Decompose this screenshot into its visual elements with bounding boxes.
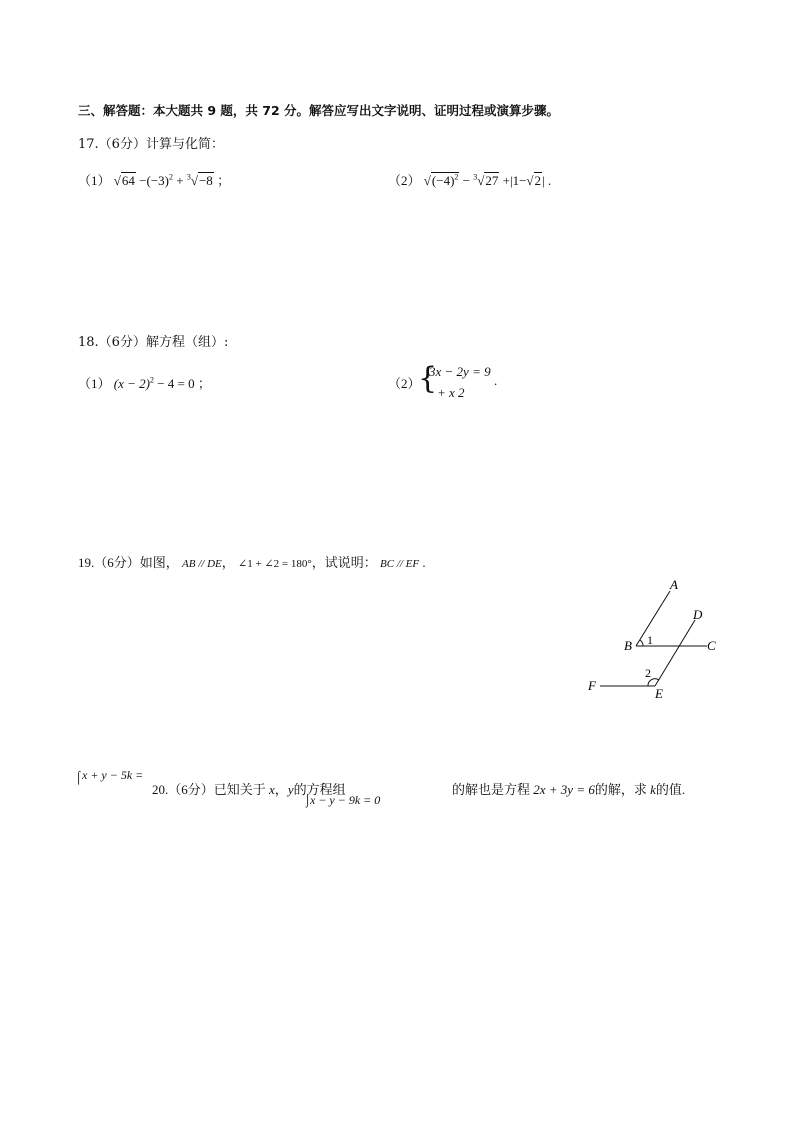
- q20-var-x: x: [269, 782, 275, 797]
- label-D: D: [693, 607, 703, 622]
- q18-expr: (x − 2): [113, 376, 150, 391]
- q20-brace-top-icon: ⌠: [75, 770, 83, 784]
- line-BA: [636, 591, 670, 646]
- q20-text2: 的解也是方程: [452, 782, 531, 797]
- q17-exp2: 2: [454, 172, 459, 182]
- q17-period: .: [547, 173, 552, 188]
- q17-semicolon: ；: [217, 173, 231, 188]
- q17-part2: [388, 170, 551, 189]
- q20-statement-cont: [452, 779, 685, 798]
- brace-icon: {: [418, 361, 438, 396]
- q19-mid: ，试说明：: [311, 555, 377, 570]
- q19-end: .: [422, 555, 426, 570]
- q18-title: 18.（6分）解方程（组）:: [78, 335, 229, 350]
- q19-title: 19.（6分）如图，: [78, 555, 179, 570]
- q18-system-line1: 3x − 2y = 9: [429, 364, 491, 379]
- q18-part2-label: （2）: [388, 376, 421, 391]
- q17-minus: −: [462, 173, 470, 188]
- q20-eq3: 2x + 3y = 6: [533, 782, 595, 797]
- label-E: E: [655, 686, 663, 701]
- q20-eq2: x − y − 9k = 0: [310, 793, 381, 807]
- q17-exp-2: 2: [168, 172, 173, 182]
- q17-radicand-27: 27: [485, 173, 499, 188]
- sqrt-icon: √: [477, 173, 485, 188]
- label-angle1: 1: [647, 633, 653, 647]
- q17-plus: +: [176, 173, 184, 188]
- q20-var-k: k: [650, 782, 656, 797]
- q20-var-y: y: [287, 782, 294, 797]
- label-F: F: [588, 678, 596, 693]
- label-A: A: [670, 577, 678, 592]
- label-angle2: 2: [645, 666, 651, 680]
- q17-abs-open: +|1−: [502, 173, 527, 188]
- label-B: B: [624, 638, 632, 653]
- q17-cuberoot-index: 3: [186, 172, 191, 182]
- q18-exp: 2: [149, 375, 154, 385]
- q18-system-line2: + x 2: [437, 385, 465, 400]
- angle1-arc: [640, 640, 643, 646]
- q18-part2-end: .: [494, 373, 498, 388]
- q19-cond1: AB // DE: [182, 558, 222, 570]
- q19-statement: [78, 552, 426, 571]
- q20-eq1: x + y − 5k =: [82, 768, 144, 782]
- section-header: 三、解答题：本大题共 9 题，共 72 分。解答应写出文字说明、证明过程或演算步骤。: [78, 103, 560, 118]
- sqrt-icon: √: [423, 173, 431, 188]
- q19-cond2: ∠1 + ∠2 = 180°: [238, 558, 312, 570]
- sqrt-icon: √: [190, 173, 198, 188]
- q17-neg4: (−4): [431, 173, 455, 188]
- sqrt-icon: √: [526, 173, 534, 188]
- sqrt-icon: √: [113, 173, 121, 188]
- q17-cuberoot-index2: 3: [473, 172, 478, 182]
- q17-part1-label: （1）: [78, 173, 111, 188]
- q20-comma: ，: [274, 782, 288, 797]
- line-ED: [655, 620, 695, 686]
- q19-geometry-figure: [575, 573, 735, 703]
- q17-part2-label: （2）: [388, 173, 421, 188]
- q17-part1: [78, 170, 230, 189]
- q17-title: 17.（6分）计算与化简：: [78, 137, 224, 152]
- q20-text4: 的值.: [655, 782, 686, 797]
- q17-radicand-64: 64: [121, 173, 135, 188]
- q17-radicand-2: 2: [534, 173, 542, 188]
- q19-sep: ，: [221, 555, 235, 570]
- q18-part1: [78, 373, 211, 392]
- q17-radicand-neg8: −8: [198, 173, 213, 188]
- q20-brace-bottom-icon: ⌡: [304, 793, 312, 807]
- q17-term-neg3: −(−3): [139, 173, 169, 188]
- q20-text1: 的方程组: [293, 782, 346, 797]
- q18-part1-label: （1）: [78, 376, 111, 391]
- q20-text3: 的解，求: [594, 782, 647, 797]
- label-C: C: [707, 638, 716, 653]
- q20-title: 20.（6分）已知关于: [152, 782, 266, 797]
- q17-abs-close: |: [542, 173, 545, 188]
- q19-goal: BC // EF: [380, 558, 420, 570]
- q18-rest: − 4 = 0 ；: [153, 376, 211, 391]
- q17-radicand-neg4: [431, 172, 460, 188]
